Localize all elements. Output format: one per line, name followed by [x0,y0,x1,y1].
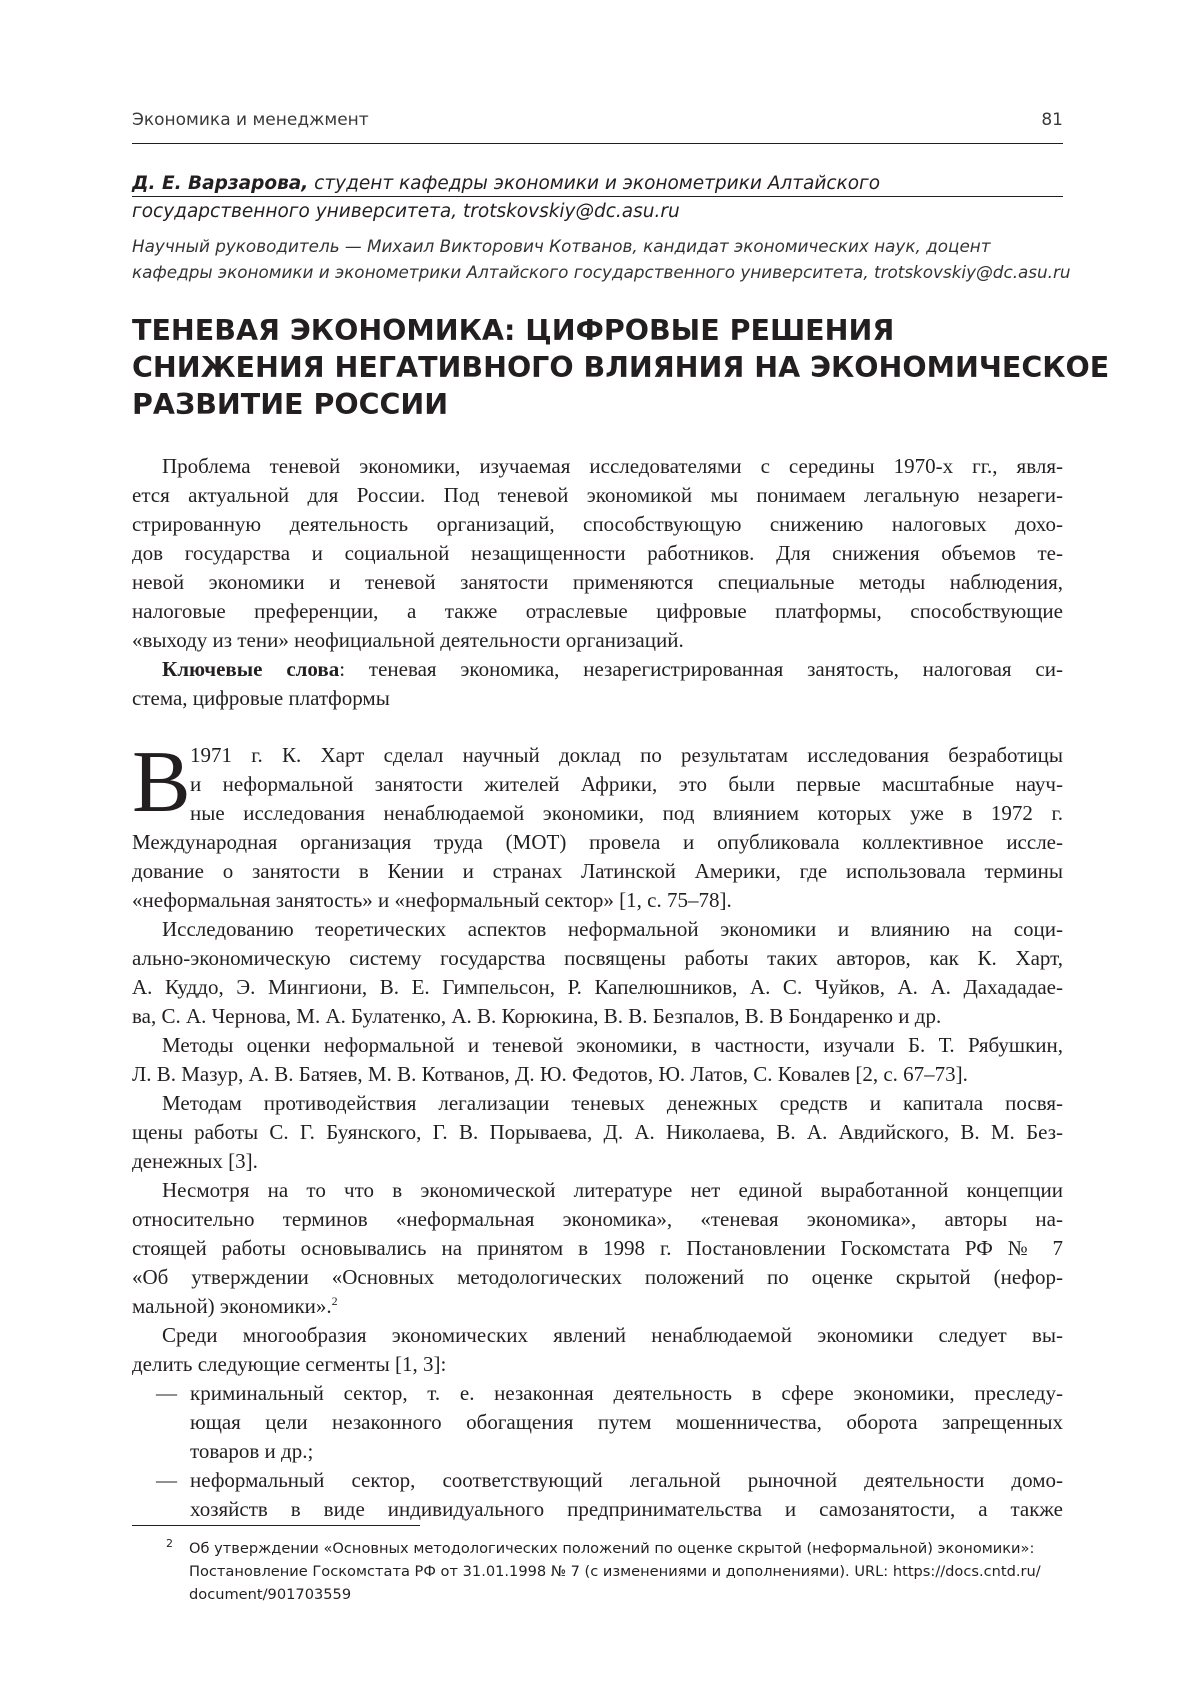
header-divider [132,143,1063,144]
body-line: Исследованию теоретических аспектов неформальной экономики и влиянию на соци- [162,917,1063,941]
abstract [132,452,1063,713]
title-line: СНИЖЕНИЯ НЕГАТИВНОГО ВЛИЯНИЯ НА ЭКОНОМИЧЕСКОЕ [132,351,1110,384]
author-name: Д. Е. Варзарова, [132,173,309,194]
abstract-line: невой экономики и теневой занятости применяются специальные методы наблюдения, [132,570,1063,594]
body-line: Среди многообразия экономических явлений ненаблюдаемой экономики следует вы- [162,1323,1063,1347]
footnote-ref[interactable]: 2 [331,1294,338,1308]
paragraph [132,1089,1063,1176]
abstract-line: ется актуальной для России. Под теневой экономикой мы понимаем легальную незареги- [132,483,1063,507]
abstract-line: дов государства и социальной незащищенности работников. Для снижения объемов те- [132,541,1063,565]
abstract-line: стрированную деятельность организаций, способствующую снижению налоговых дохо- [132,512,1063,536]
footnote-number: 2 [166,1537,173,1550]
body-line: стоящей работы основывались на принятом в 1998 г. Постановлении Госкомстата РФ № 7 [132,1236,1063,1260]
abstract-line: «выходу из тени» неофициальной деятельности организаций. [132,628,684,652]
keywords-line: стема, цифровые платформы [132,686,390,710]
supervisor-line: Научный руководитель — Михаил Викторович Котванов, кандидат экономических наук, доцент [132,236,991,256]
body-line-text: мальной) экономики». [132,1294,332,1318]
footnote-divider [132,1525,420,1526]
body-line: Л. В. Мазур, А. В. Батяев, М. В. Котванов, Д. Ю. Федотов, Ю. Латов, С. Ковалев [2, с. 67–73]. [132,1062,968,1086]
footnote-line[interactable]: Постановление Госкомстата РФ от 31.01.1998 № 7 (с изменениями и дополнениями). URL: https://docs.cntd.ru/ [189,1563,1041,1580]
running-header [132,110,1063,130]
article-body [132,734,1063,1524]
body-line: 1971 г. К. Харт сделал научный доклад по результатам исследования безработицы [190,743,1063,767]
body-line: «Об утверждении «Основных методологических положений по оценке скрытой (нефор- [132,1265,1063,1289]
keywords-text: : теневая экономика, незарегистрированная занятость, налоговая си- [339,657,1063,681]
footnote [132,1537,1063,1606]
body-line: Методам противодействия легализации теневых денежных средств и капитала посвя- [162,1091,1063,1115]
article-title [132,312,1110,423]
supervisor-line: кафедры экономики и эконометрики Алтайского государственного университета, trotskovskiy@dc.asu.ru [132,262,1071,282]
list-item [132,1466,1063,1495]
list-item [132,1379,1063,1408]
body-line: денежных [3]. [132,1149,258,1173]
author-affiliation: студент кафедры экономики и эконометрики Алтайского [308,173,881,194]
body-line: дование о занятости в Кении и странах Латинской Америки, где использовала термины [132,859,1063,883]
author-divider [132,196,1063,197]
body-line: Несмотря на то что в экономической литературе нет единой выработанной концепции [162,1178,1063,1202]
body-line: и неформальной занятости жителей Африки, это были первые масштабные науч- [190,772,1063,796]
abstract-line: налоговые преференции, а также отраслевые цифровые платформы, способствующие [132,599,1063,623]
body-line: Методы оценки неформальной и теневой экономики, в частности, изучали Б. Т. Рябушкин, [162,1033,1063,1057]
paragraph [132,1176,1063,1321]
bullet-list [132,1379,1063,1524]
body-line: ные исследования ненаблюдаемой экономики, под влиянием которых уже в 1972 г. [190,801,1063,825]
keywords-label: Ключевые слова [162,657,340,681]
body-line: А. Куддо, Э. Мингиони, В. Е. Гимпельсон, Р. Капелюшников, А. С. Чуйков, А. А. Дахададае- [132,975,1063,999]
body-line: ально-экономическую систему государства посвящены работы таких авторов, как К. Харт, [132,946,1063,970]
author-affiliation-line2: государственного университета, trotskovskiy@dc.asu.ru [132,201,680,222]
body-line: щены работы С. Г. Буянского, Г. В. Порываева, Д. А. Николаева, В. А. Авдийского, В. М. Без- [132,1120,1063,1144]
footnote-line: Об утверждении «Основных методологических положений по оценке скрытой (неформальной) экономики»: [189,1540,1035,1557]
paragraph [132,1031,1063,1089]
list-item-text: товаров и др.; [190,1439,314,1463]
page-number: 81 [1041,110,1063,130]
bullet-dash: — [156,1381,177,1405]
list-item-text: хозяйств в виде индивидуального предпринимательства и самозанятости, а также [190,1497,1063,1521]
keywords-line [132,655,1063,684]
body-line: Международная организация труда (МОТ) провела и опубликовала коллективное иссле- [132,830,1063,854]
abstract-line: Проблема теневой экономики, изучаемая исследователями с середины 1970-х гг., явля- [162,454,1063,478]
body-line: «неформальная занятость» и «неформальный сектор» [1, с. 75–78]. [132,888,732,912]
paragraph [132,734,1063,915]
footnote-link[interactable]: document/901703559 [189,1586,352,1603]
title-line: РАЗВИТИЕ РОССИИ [132,388,449,421]
body-line: делить следующие сегменты [1, 3]: [132,1352,447,1376]
section-title: Экономика и менеджмент [132,110,369,130]
supervisor-info [132,233,1071,285]
paragraph [132,1321,1063,1379]
list-item-text: неформальный сектор, соответствующий легальной рыночной деятельности домо- [190,1468,1063,1492]
list-item-text: ющая цели незаконного обогащения путем мошенничества, оборота запрещенных [190,1410,1063,1434]
title-line: ТЕНЕВАЯ ЭКОНОМИКА: ЦИФРОВЫЕ РЕШЕНИЯ [132,314,895,347]
author-info [132,170,1063,226]
bullet-dash: — [156,1468,177,1492]
body-line: относительно терминов «неформальная экономика», «теневая экономика», авторы на- [132,1207,1063,1231]
body-line: ва, С. А. Чернова, М. А. Булатенко, А. В. Корюкина, В. В. Безпалов, В. В Бондаренко и др. [132,1004,942,1028]
list-item-text: криминальный сектор, т. е. незаконная деятельность в сфере экономики, преследу- [190,1381,1063,1405]
paragraph [132,915,1063,1031]
drop-cap: В [132,734,191,831]
body-line [132,1292,1063,1321]
